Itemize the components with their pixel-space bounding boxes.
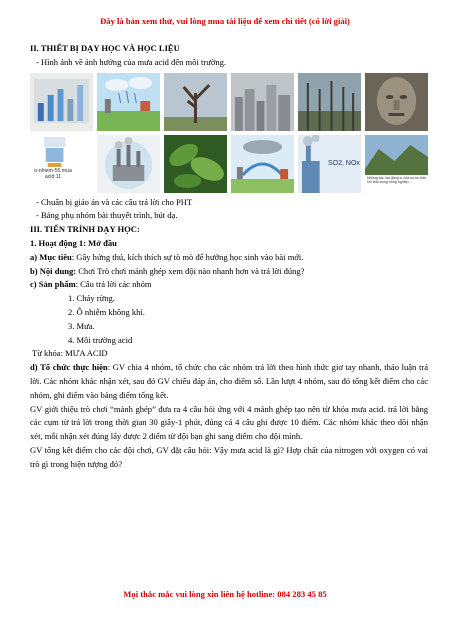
product-line — [30, 278, 428, 292]
damaged-tree-image — [164, 73, 227, 131]
cliff-erosion-image — [365, 135, 428, 193]
game-intro-paragraph: GV giới thiệu trò chơi “mảnh ghép” đưa ra 4 câu hỏi ứng với 4 mảnh ghép tạo nên từ khóa mưa acid. trả lời bằng các cụm từ trả lời trong thời gian 30 giây-1 phút, đúng cả 4 câu ghi được 10 điểm. Các nhóm khác theo dõi nhận xét, mỗi nhận xét đúng lấy được 2 điểm từ đội bạn ghi sang điểm cho đội mình. — [30, 403, 428, 442]
goal-text: : Gây hứng thú, kích thích sự tò mò để hướng học sinh vào bài mới. — [71, 251, 304, 262]
prep-item: - Bảng phụ nhóm bài thuyết trình, bút dạ. — [36, 210, 178, 221]
leaves-closeup-image — [164, 135, 227, 193]
image-intro: - Hình ảnh về ảnh hưởng của mưa acid đến môi trường. — [36, 56, 227, 67]
image-caption: o-nhiem-55 mua acid 11 — [34, 167, 72, 180]
factory-emissions-image — [298, 135, 361, 193]
section-title: III. TIẾN TRÌNH DẠY HỌC: — [30, 224, 140, 235]
image-caption: SO2, NOx — [328, 159, 360, 167]
acid-rain-chart-image — [30, 73, 93, 131]
acid-rain-process-diagram-image — [231, 135, 294, 193]
industrial-plant-image — [97, 135, 160, 193]
hotline-footer: Mọi thắc mắc vui lòng xin liên hệ hotline: 084 283 45 85 — [123, 589, 327, 599]
image-gallery — [30, 73, 428, 193]
organization-paragraph — [30, 361, 428, 402]
activity-title: 1. Hoạt động 1: Mở đầu — [30, 237, 117, 248]
organization-text: : GV chia 4 nhóm, tổ chức cho các nhóm trả lời theo hình thức giơ tay nhanh, thảo luận trả lời. Các nhóm khác nhận xét, sau đó GV chiếu đáp án, cho điểm số. Lần lượt 4 nhóm, sau đó tổng kết điểm cho các nhóm, ghi điểm vào bảng điểm tổng kết. — [30, 362, 428, 400]
content-text: Chơi Trò chơi mảnh ghép xem đội nào nhanh hơn và trả lời đúng? — [76, 265, 305, 276]
summary-paragraph: GV tổng kết điểm cho các đội chơi, GV đặt câu hỏi: Vậy mưa acid là gì? Hợp chất của nitrogen với oxygen có vai trò gì trong hiện tượng đó? — [30, 444, 428, 469]
answer-item: 2. Ô nhiễm không khí. — [68, 306, 145, 317]
keyword-line: Từ khóa: MƯA ACID — [32, 348, 108, 359]
answer-item: 3. Mưa. — [68, 320, 95, 331]
content-line — [30, 265, 428, 279]
content-label: b) Nội dung: — [30, 265, 77, 276]
product-label: c) Sản phẩm — [30, 279, 76, 290]
acid-rain-infographic-image — [30, 135, 93, 193]
document-body — [30, 42, 428, 472]
acid-rain-cycle-diagram-image — [97, 73, 160, 131]
eroded-statue-image — [365, 73, 428, 131]
image-caption: Những tác hại đáng lo của nước thải, khí thải trong nông nghiệp... — [367, 175, 427, 184]
answer-item: 4. Môi trường acid — [68, 334, 133, 345]
organization-label: d) Tổ chức thực hiện — [30, 362, 108, 373]
section-title: II. THIẾT BỊ DẠY HỌC VÀ HỌC LIỆU — [30, 43, 180, 53]
prep-item: - Chuẩn bị giáo án và các câu trả lời cho PHT — [36, 196, 193, 207]
product-text: : Câu trả lời các nhóm — [75, 279, 152, 290]
preview-watermark: Đây là bản xem thử, vui lòng mua tài liệu để xem chi tiết (có lời giải) — [100, 16, 350, 26]
city-smog-image — [231, 73, 294, 131]
answer-item: 1. Cháy rừng. — [68, 293, 115, 304]
dead-forest-image — [298, 73, 361, 131]
goal-line — [30, 251, 428, 265]
goal-label: a) Mục tiêu — [30, 251, 72, 262]
